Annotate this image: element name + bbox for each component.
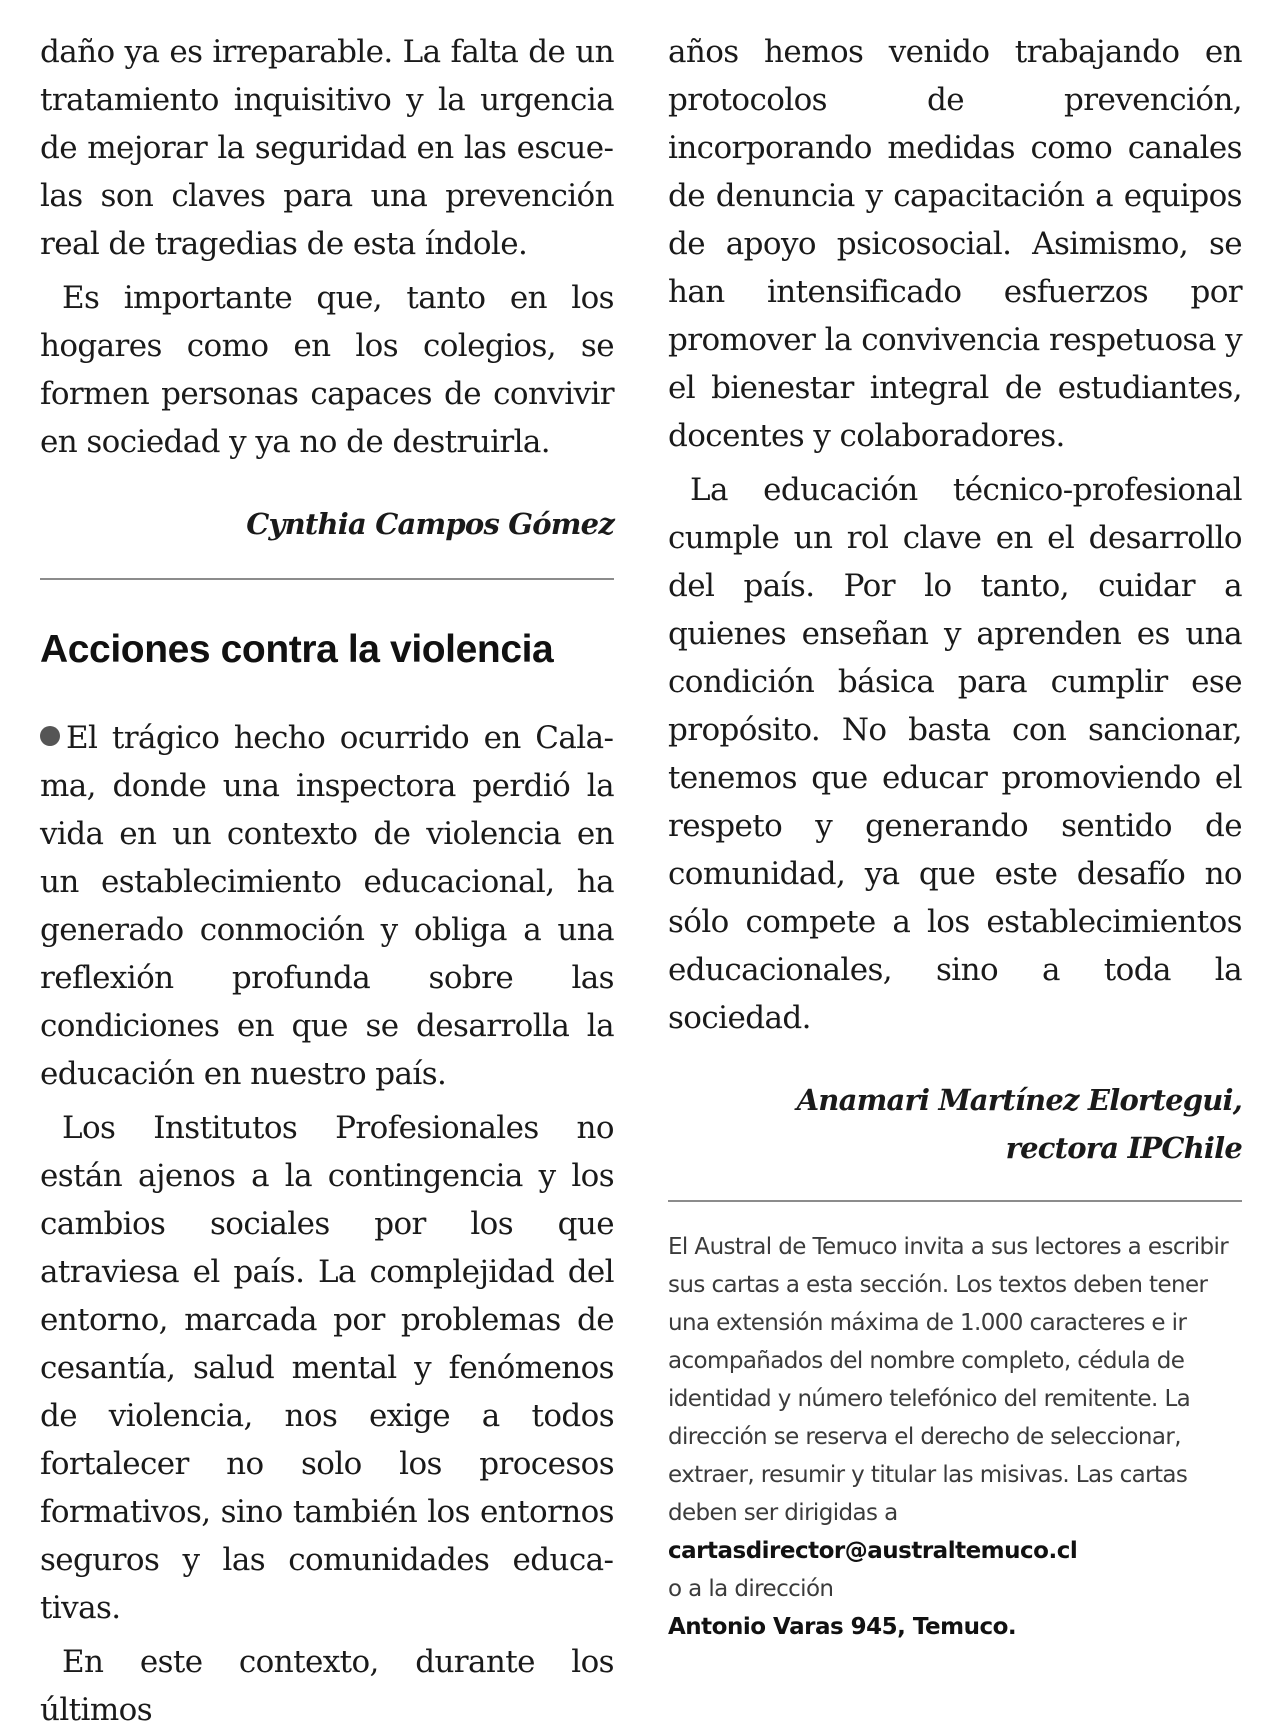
letter2-author-title: rectora IPChile: [1005, 1131, 1242, 1165]
letter2-paragraph-5: La educación técnico-profesional cumple un rol clave en el desarrollo del país. Por lo tanto, cuidar a quienes enseñan y aprenden es una condición básica para cumplir ese propósito. No basta con sancionar, tenemos que educar promoviendo el respeto y generando sentido de comunidad, ya que este desafío no sólo compete a los establecimientos educacionales, sino a toda la sociedad.: [668, 472, 1242, 1036]
letter1-author: Cynthia Campos Gómez: [246, 507, 614, 541]
letter2-paragraph-4: años hemos venido trabajando en protocolos de prevención, incorporando medidas como canales de denuncia y capacitación a equipos de apoyo psicosocial. Asimismo, se han intensificado esfuerzos por promover la convivencia respetuosa y el bienestar integral de estudiantes, docentes y colaboradores.: [668, 34, 1242, 454]
letter1-paragraph-2: Es importante que, tanto en los hogares como en los colegios, se formen personas capaces de convivir en sociedad y ya no de destruirla.: [40, 280, 614, 460]
left-column: [40, 28, 614, 1734]
bullet-dot-icon: [40, 726, 60, 746]
letter2-paragraph-1: [40, 714, 614, 1098]
submission-address: Antonio Varas 945, Temuco.: [668, 1614, 1017, 1640]
submission-email[interactable]: cartasdirector@australtemuco.cl: [668, 1538, 1078, 1564]
letter2-author-name: Anamari Martínez Elortegui,: [796, 1083, 1242, 1117]
letter1-paragraph-1: daño ya es irreparable. La falta de un tratamiento inquisitivo y la urgencia de mejorar la seguridad en las escuelas son claves para una prevención real de tragedias de esta índole.: [40, 34, 614, 262]
letter2-headline: Acciones contra la violencia: [40, 628, 554, 671]
letter2-paragraph-3: En este contexto, durante los últimos: [40, 1644, 614, 1728]
letter2-paragraph-2: Los Institutos Profesionales no están ajenos a la contingencia y los cambios sociales por los que atraviesa el país. La complejidad del entorno, marcada por problemas de cesantía, salud mental y fenómenos de violencia, nos exige a todos fortalecer no solo los procesos formativos, sino también los entornos seguros y las comunidades educativas.: [40, 1110, 614, 1626]
letter2-paragraph-1-text: El trágico hecho ocurrido en Calama, donde una inspectora perdió la vida en un contexto de violencia en un establecimiento educacional, ha generado conmoción y obliga a una reflexión profunda sobre las condiciones en que se desarrolla la educación en nuestro país.: [40, 720, 614, 1092]
submission-connector: o a la dirección: [668, 1576, 834, 1602]
right-column: [668, 28, 1242, 1646]
submission-note-text: El Austral de Temuco invita a sus lectores a escribir sus cartas a esta sección. Los textos deben tener una extensión máxima de 1.000 caracteres e ir acompañados del nombre completo, cédula de identidad y número telefónico del remitente. La dirección se reserva el derecho de seleccionar, extraer, resumir y titular las misivas. Las cartas deben ser dirigidas a: [668, 1234, 1229, 1526]
